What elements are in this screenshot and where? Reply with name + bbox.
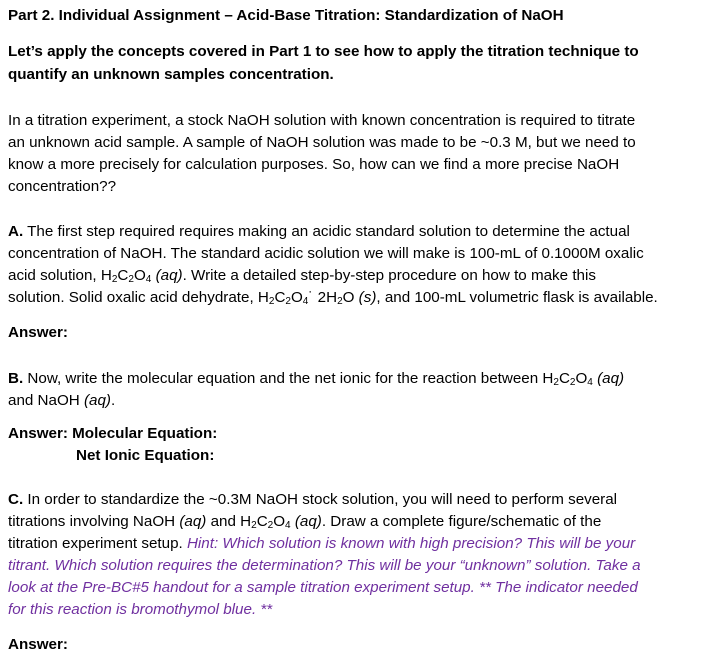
section-b-line-2: and NaOH (aq). <box>8 392 116 409</box>
section-c-line-3: titration experiment setup. Hint: Which solution is known with high precision? This will be your <box>8 535 636 552</box>
context-line-3: know a more precisely for calculation purposes. So, how can we find a more precise NaOH <box>8 156 620 173</box>
section-a-letter: A. <box>8 223 24 240</box>
section-a-line-1: A. The first step required requires making an acidic standard solution to determine the actual <box>8 223 630 240</box>
section-a-line-4: solution. Solid oxalic acid dehydrate, $H_2C_2O_4˙$ $2H_2O$ (s), and 100-mL volumetric flask is available. <box>8 289 658 307</box>
document-title: Part 2. Individual Assignment – Acid-Base Titration: Standardization of NaOH <box>8 7 564 24</box>
section-c-answer-label: Answer: <box>8 636 68 653</box>
section-c-line-1: C. In order to standardize the ~0.3M NaOH stock solution, you will need to perform several <box>8 491 618 508</box>
section-c-hint-line-5: look at the Pre-BC#5 handout for a sample titration experiment setup. ** The indicator needed <box>8 579 638 596</box>
section-b-answer-molecular-label: Answer: Molecular Equation: <box>8 425 218 442</box>
intro-line-1: Let’s apply the concepts covered in Part 1 to see how to apply the titration technique to <box>8 43 639 60</box>
section-c-letter: C. <box>8 491 24 508</box>
section-b-line-1: B. Now, write the molecular equation and the net ionic for the reaction between $H_2C_2O_4$ (aq) <box>8 370 625 388</box>
context-line-1: In a titration experiment, a stock NaOH solution with known concentration is required to titrate <box>8 112 636 129</box>
section-c-hint-line-6: for this reaction is bromothymol blue. ** <box>8 601 273 618</box>
section-b-net-ionic-label: Net Ionic Equation: <box>76 447 215 464</box>
context-line-2: an unknown acid sample. A sample of NaOH solution was made to be ~0.3 M, but we need to <box>8 134 636 151</box>
section-a-line-3: acid solution, $H_2C_2O_4$ (aq). Write a detailed step-by-step procedure on how to make this <box>8 267 596 285</box>
section-c-line-2: titrations involving NaOH (aq) and $H_2C_2O_4$ (aq). Draw a complete figure/schematic of the <box>8 513 602 531</box>
context-line-4: concentration?? <box>8 178 117 195</box>
section-b-letter: B. <box>8 370 24 387</box>
intro-line-2: quantify an unknown samples concentration. <box>8 66 334 83</box>
section-a-line-2: concentration of NaOH. The standard acidic solution we will make is 100-mL of 0.1000M oxalic <box>8 245 644 262</box>
section-c-hint-line-4: titrant. Which solution requires the determination? This will be your “unknown” solution. Take a <box>8 557 641 574</box>
hint-text: Hint: Which solution is known with high precision? This will be your <box>186 535 636 552</box>
section-a-answer-label: Answer: <box>8 324 68 341</box>
